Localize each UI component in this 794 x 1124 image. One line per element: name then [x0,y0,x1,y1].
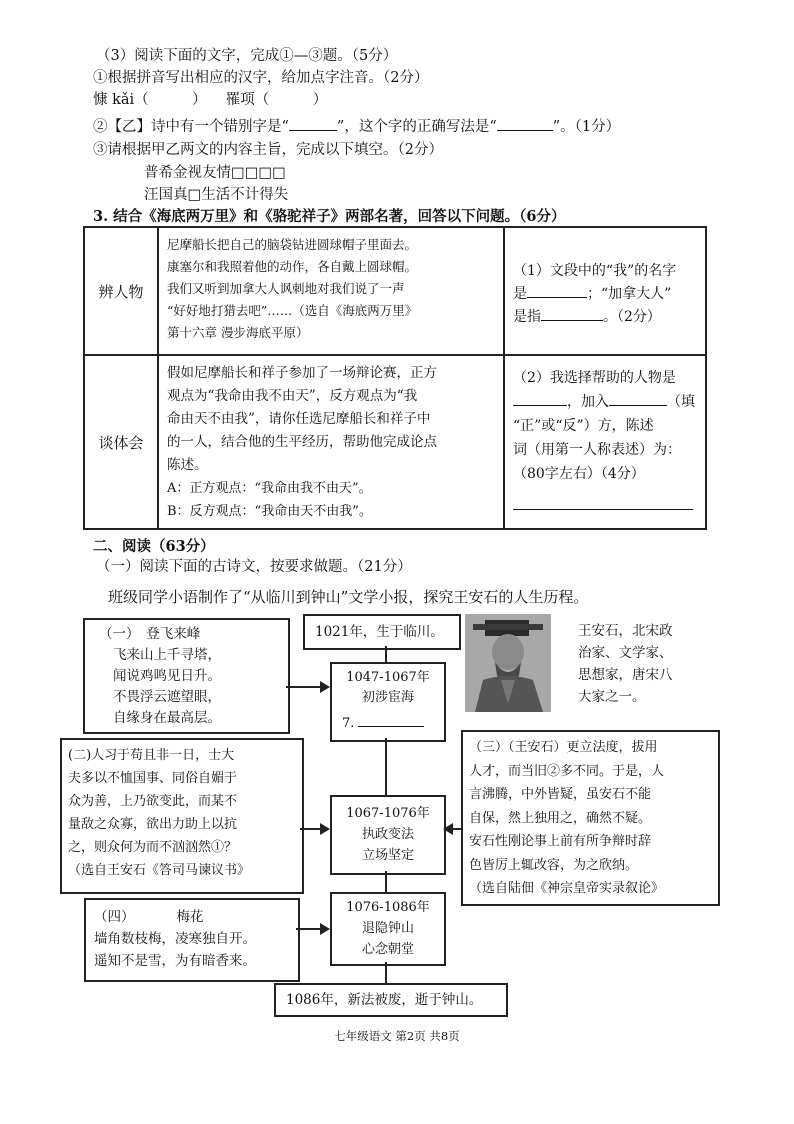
timeline-1076-box [330,892,446,966]
q2-text-b: ”，这个字的正确写法是“ [336,119,497,135]
intro-line: 思想家，唐宋八 [578,667,673,683]
row2-passage-line: 观点为“我命由我不由天”，反方观点为“我 [167,388,418,404]
section3-q1: ①根据拼音写出相应的汉字，给加点字注音。（2分） [93,70,429,86]
question7-label: 7. [342,716,355,731]
page-footer: 七年级语文 第2页 共8页 [334,1029,460,1043]
portrait-image [465,614,551,712]
q2-blank-1[interactable] [289,116,337,131]
row2-question-line: 词（用第一人称表述）为： [513,442,681,458]
row2-option-b: B：反方观点：“我命由天不由我”。 [167,504,372,519]
row2-question-line: （80字左右）（4分） [513,466,645,482]
section3-header: （3）阅读下面的文字，完成①—③题。（5分） [96,48,398,64]
row2-option-a: A：正方观点：“我命由我不由天”。 [167,481,372,496]
arrowhead-icon [320,923,330,935]
row2-label: 谈体会 [84,355,158,529]
passage2-line: 之，则众何为而不汹汹然①？ [68,840,238,855]
passage3-line: 人才，而当旧②多不同。于是，人 [469,763,665,779]
row1-question-text: 是指 [513,309,541,325]
passage2-line: 量敌之众寡，欲出力助上以抗 [68,817,238,832]
row1-passage-line: 我们又听到加拿大人讽刺地对我们说了一声 [167,281,405,296]
poem4-box [84,898,300,982]
timeline-1021-text: 1021年，生于临川。 [315,624,444,640]
timeline-1047-box [330,662,446,742]
timeline-1021-box [303,614,461,650]
timeline-1076-label: 退隐钟山 [361,921,414,936]
arrowhead-icon [320,681,330,693]
passage2-line: 夫多以不恤国事、同俗自媚于 [68,771,238,786]
timeline-1067-box [330,795,446,875]
row2-passage-line: 的一人，结合他的生平经历，帮助他完成论点 [167,434,437,450]
row1-blank-1[interactable] [527,283,587,298]
row1-question [504,227,706,355]
connector-line [385,962,387,983]
timeline-1047-years: 1047-1067年 [346,670,430,685]
row1-passage-line: 尼摩船长把自己的脑袋钻进圆球帽子里面去。 [167,237,418,252]
reading-intro: 班级同学小语制作了“从临川到钟山”文学小报，探究王安石的人生历程。 [108,588,589,606]
poem1-box [83,618,290,734]
poem1-line: 不畏浮云遮望眼， [113,689,221,705]
row2-answer-blank[interactable] [513,495,693,510]
poem4-line: 墙角数枝梅，凌寒独自开。 [94,931,256,947]
arrow-right [300,828,322,830]
connector-line [385,646,387,662]
arrow-right [296,928,322,930]
intro-text [578,620,673,708]
intro-line: 治家、文学家、 [578,645,673,661]
q2-text-a: ②【乙】诗中有一个错别字是“ [93,119,289,135]
row1-passage [158,227,504,355]
row2-passage-line: 命由天不由我”，请你任选尼摩船长和祥子中 [167,411,431,427]
row2-question [504,355,706,529]
section3-q3-line2: 汪国真□生活不计得失 [144,187,289,203]
poem4-number: （四） [94,909,135,925]
row2-blank-2[interactable] [609,391,667,406]
poem4-line: 遥知不是雪，为有暗香来。 [94,953,256,969]
row1-label: 辨人物 [84,227,158,355]
row1-passage-line: 康塞尔和我照着他的动作，各自戴上圆球帽。 [167,259,418,274]
row2-blank-1[interactable] [513,391,567,406]
passage2-box [60,738,304,894]
timeline-1067-label: 执政变法 [361,827,414,842]
row1-passage-line: 第十六章 漫步海底平原） [167,325,309,340]
row1-question-text: 是 [513,286,527,302]
intro-line: 大家之一。 [578,689,646,705]
passage3-line: 自保，然上独用之，确然不疑。 [469,810,652,826]
section3-q2 [93,116,620,137]
row1-passage-line: “好好地打猎去吧”……（选自《海底两万里》 [167,303,418,318]
section3-q3: ③请根据甲乙两文的内容主旨，完成以下填空。（2分） [93,142,443,158]
timeline-1067-years: 1067-1076年 [346,806,430,821]
row2-question-text: （填 [667,394,695,410]
timeline-1076-years: 1076-1086年 [346,900,430,915]
row1-blank-2[interactable] [541,306,603,321]
q2-blank-2[interactable] [497,116,553,131]
passage3-line: （三）（王安石）更立法度，拔用 [469,740,658,755]
arrowhead-icon [320,823,330,835]
passage3-line: 安石性刚论事上前有所争辩时辞 [469,834,652,849]
reading-subheader: （一）阅读下面的古诗文，按要求做题。（21分） [96,559,412,575]
poem1-line: 自缘身在最高层。 [113,710,221,726]
row2-passage-line: 陈述。 [167,457,208,473]
poem1-line: 闻说鸡鸣见日升。 [113,668,221,684]
passage2-source: （选自王安石《答司马谏议书》 [68,863,251,878]
arrow-left [452,828,462,830]
connector-line [385,871,387,892]
passage2-line: (二)人习于苟且非一日，士大 [68,748,235,763]
passage3-line: 言沸腾，中外皆疑，虽安石不能 [469,787,652,802]
timeline-1076-note: 心念朝堂 [361,942,414,957]
passage2-line: 众为善，上乃欲变此，而某不 [68,794,238,809]
arrowhead-icon [443,823,453,835]
q2-text-c: ”。（1分） [552,119,621,135]
poem1-title: （一） 登飞来峰 [99,626,201,642]
poem1-line: 飞来山上千寻塔， [113,647,221,663]
row2-question-text: ，加入 [567,394,609,410]
question3-header: 3. 结合《海底两万里》和《骆驼祥子》两部名著，回答以下问题。（6分） [93,208,566,225]
row1-question-text: 。（2分） [603,309,661,325]
question7-blank[interactable] [358,712,424,727]
timeline-1086-box [274,983,508,1017]
timeline-1047-label: 初涉宦海 [361,690,414,705]
intro-line: 王安石，北宋政 [578,623,673,639]
row1-question-text: ；“加拿大人” [587,286,672,302]
section3-q3-line1: 普希金视友情□□□□ [144,165,286,181]
reading-header: 二、阅读（63分） [93,538,215,555]
row2-question-line: “正”或“反”）方，陈述 [513,418,654,434]
row1-question-line: （1）文段中的“我”的名字 [513,263,677,279]
passage3-source: （选自陆佃《神宗皇帝实录叙论》 [469,881,665,896]
section3-q1-items: 慷 kǎi（ ） 罹项（ ） [93,92,328,108]
timeline-1067-note: 立场坚定 [361,848,414,863]
row2-passage [158,355,504,529]
passage3-box [461,730,720,906]
arrow-right [286,686,322,688]
timeline-1086-text: 1086年，新法被废，逝于钟山。 [286,992,483,1008]
passage3-line: 色皆厉上辄改容，为之欣纳。 [469,857,639,873]
row2-passage-line: 假如尼摩船长和祥子参加了一场辩论赛，正方 [167,365,437,381]
question3-table [83,226,707,530]
connector-line [385,738,387,795]
poem4-title: 梅花 [176,909,204,925]
row2-question-line: （2）我选择帮助的人物是 [513,370,676,386]
